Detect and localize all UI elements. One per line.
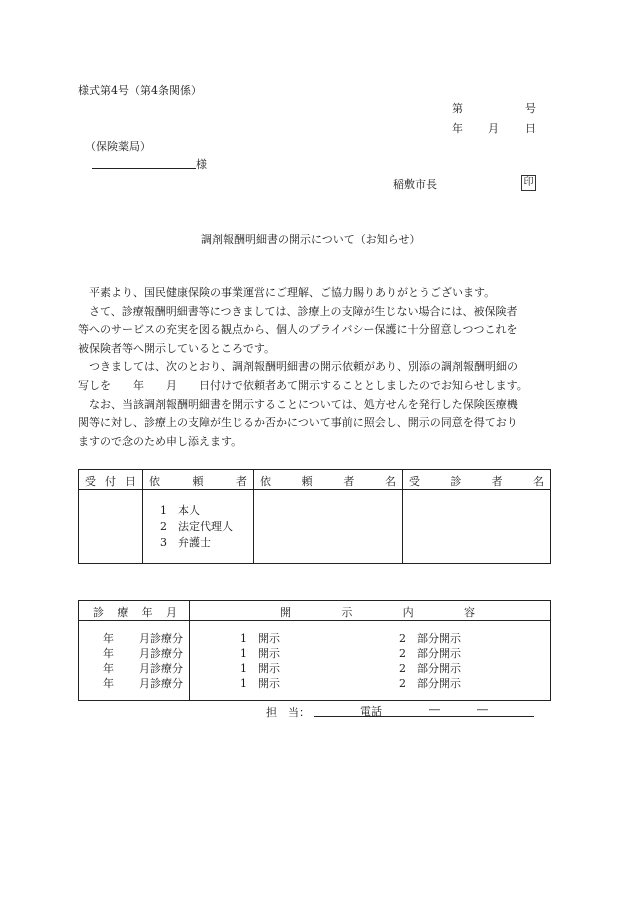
addressee-honorific: 様 — [196, 158, 207, 171]
addressee-name-line — [92, 168, 196, 169]
disclosure-request-table — [78, 469, 551, 564]
option-disclose: 1 開示 — [240, 647, 280, 660]
row-month: 月診療分 — [139, 632, 183, 645]
requester-option: 1 本人 — [160, 504, 200, 517]
header-text: 受 診 者 名 — [409, 475, 544, 488]
option-partial-disclose: 2 部分開示 — [399, 662, 461, 675]
number-suffix: 号 — [525, 102, 536, 115]
number-prefix: 第 — [452, 102, 463, 115]
option-disclose: 1 開示 — [240, 677, 280, 690]
body-line: なお、当該調剤報酬明細書を開示することについては、処方せんを発行した保険医療機 — [78, 397, 518, 411]
reception-date-cell — [79, 490, 143, 564]
phone-dash: ― — [429, 703, 440, 716]
option-partial-disclose: 2 部分開示 — [399, 647, 461, 660]
requester-name-cell — [254, 490, 403, 564]
header-text: 開 示 内 容 — [280, 606, 475, 619]
date-year: 年 — [452, 122, 463, 135]
header-patient-name — [403, 470, 551, 490]
date-month: 月 — [488, 122, 499, 135]
treatment-month-cell — [79, 621, 190, 701]
option-disclose: 1 開示 — [240, 632, 280, 645]
subject-title: 調剤報酬明細書の開示について（お知らせ） — [201, 233, 421, 246]
disclosure-options-cell — [190, 621, 551, 701]
body-line: つきましては、次のとおり、調剤報酬明細書の開示依頼があり、別添の調剤報酬明細の — [78, 360, 518, 374]
body-line: 関等に対し、診療上の支障が生じるか否かについて事前に照会し、開示の同意を得ており — [78, 416, 518, 430]
addressee-label: （保険薬局） — [85, 140, 151, 153]
phone-dash: ― — [477, 703, 488, 716]
contact-underline — [314, 716, 534, 717]
requester-option: 3 弁護士 — [160, 536, 211, 549]
seal-stamp: 印 — [521, 175, 536, 191]
option-disclose: 1 開示 — [240, 662, 280, 675]
body-line: 平素より、国民健康保険の事業運営にご理解、ご協力賜りありがとうございます。 — [78, 286, 496, 299]
body-line: ますので念のため申し添えます。 — [78, 434, 243, 448]
header-reception-date — [79, 470, 143, 490]
header-requester-name — [254, 470, 403, 490]
row-month: 月診療分 — [139, 647, 183, 660]
body-line: 写しを 年 月 日付けで依頼者あて開示することとしましたのでお知らせします。 — [78, 378, 528, 392]
date-day: 日 — [525, 122, 536, 135]
requester-option: 2 法定代理人 — [160, 520, 233, 533]
contact-label: 担 当： — [266, 706, 310, 719]
header-text: 依 頼 者 — [149, 475, 247, 488]
patient-name-cell — [403, 490, 551, 564]
sender-title: 稲敷市長 — [393, 178, 437, 191]
disclosure-content-table — [78, 600, 551, 701]
body-text — [78, 284, 553, 451]
row-year: 年 — [103, 647, 114, 660]
option-partial-disclose: 2 部分開示 — [399, 632, 461, 645]
contact-phone-label: 電話 — [360, 705, 382, 718]
row-year: 年 — [103, 662, 114, 675]
option-partial-disclose: 2 部分開示 — [399, 677, 461, 690]
row-month: 月診療分 — [139, 677, 183, 690]
header-text: 診 療 年 月 — [93, 606, 177, 619]
row-year: 年 — [103, 632, 114, 645]
body-line: さて、診療報酬明細書等につきましては、診療上の支障が生じない場合には、被保険者 — [78, 304, 518, 318]
body-line: 被保険者等へ開示しているところです。 — [78, 341, 276, 355]
header-text: 受 付 日 — [85, 475, 136, 488]
requester-options-cell — [143, 490, 254, 564]
header-text: 依 頼 者 名 — [260, 475, 396, 488]
header-disclosure-content — [190, 601, 551, 621]
header-treatment-month — [79, 601, 190, 621]
row-year: 年 — [103, 677, 114, 690]
row-month: 月診療分 — [139, 662, 183, 675]
body-line: 等へのサービスの充実を図る観点から、個人のプライバシー保護に十分留意しつつこれを — [78, 323, 518, 337]
header-requester — [143, 470, 254, 490]
form-id: 様式第4号（第4条関係） — [78, 84, 202, 97]
